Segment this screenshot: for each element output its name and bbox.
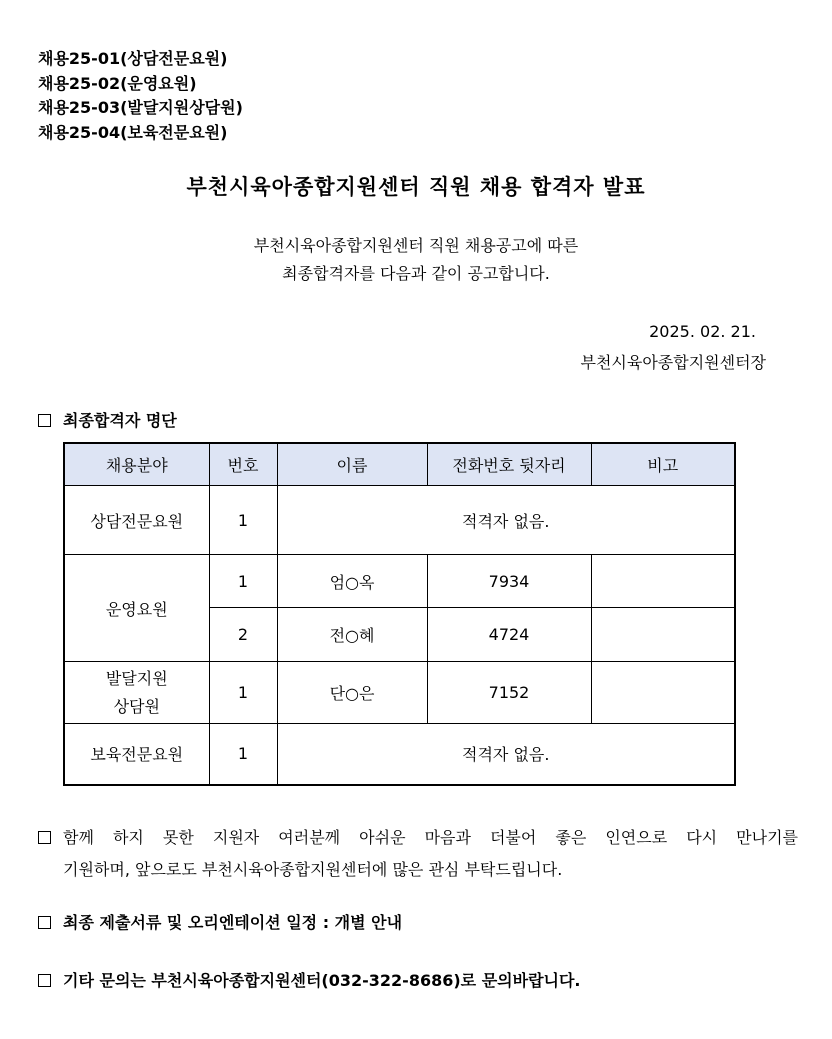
no-cell: 1 [209, 486, 277, 555]
no-cell: 1 [209, 662, 277, 724]
list-heading: 최종합격자 명단 [38, 408, 177, 431]
name-cell: 엄○옥 [277, 555, 427, 608]
header-field: 채용분야 [64, 443, 209, 486]
table-row [64, 555, 735, 608]
checkbox-square-icon [38, 831, 51, 844]
no-cell: 1 [209, 724, 277, 785]
checkbox-square-icon [38, 414, 51, 427]
table-header-row [64, 443, 735, 486]
signer: 부천시육아종합지원센터장 [580, 353, 766, 372]
announcement-date: 2025. 02. 21. [649, 322, 756, 341]
note-cell: 적격자 없음. [277, 486, 735, 555]
remark-cell [591, 662, 735, 724]
job-code-list [38, 47, 243, 145]
table-row [64, 662, 735, 724]
phone-cell: 7152 [427, 662, 591, 724]
name-cell: 전○혜 [277, 608, 427, 662]
checkbox-square-icon [38, 974, 51, 987]
no-cell: 2 [209, 608, 277, 662]
remark-cell [591, 555, 735, 608]
remark-cell [591, 608, 735, 662]
intro-line: 부천시육아종합지원센터 직원 채용공고에 따른 [253, 236, 579, 255]
field-cell: 발달지원 상담원 [64, 662, 209, 724]
note-cell: 적격자 없음. [277, 724, 735, 785]
header-phone: 전화번호 뒷자리 [427, 443, 591, 486]
checkbox-square-icon [38, 916, 51, 929]
header-remark: 비고 [591, 443, 735, 486]
phone-cell: 7934 [427, 555, 591, 608]
results-table [63, 442, 736, 786]
job-code: 채용25-01(상담전문요원) [38, 49, 228, 68]
field-cell: 상담전문요원 [64, 486, 209, 555]
intro-line: 최종합격자를 다음과 같이 공고합니다. [282, 264, 550, 283]
notice-contact: 기타 문의는 부천시육아종합지원센터(032-322-8686)로 문의바랍니다. [38, 968, 581, 991]
header-name: 이름 [277, 443, 427, 486]
table-row [64, 724, 735, 785]
intro-text [0, 232, 832, 288]
notice-thanks: 함께 하지 못한 지원자 여러분께 아쉬운 마음과 더불어 좋은 인연으로 다시 만나기를 [38, 822, 798, 854]
name-cell: 단○은 [277, 662, 427, 724]
job-code: 채용25-02(운영요원) [38, 73, 197, 93]
no-cell: 1 [209, 555, 277, 608]
field-cell: 운영요원 [64, 555, 209, 662]
header-no: 번호 [209, 443, 277, 486]
notice-schedule: 최종 제출서류 및 오리엔테이션 일정 : 개별 안내 [38, 910, 402, 933]
job-code: 채용25-03(발달지원상담원) [38, 98, 243, 117]
job-code: 채용25-04(보육전문요원) [38, 122, 228, 142]
field-cell: 보육전문요원 [64, 724, 209, 785]
page-title: 부천시육아종합지원센터 직원 채용 합격자 발표 [186, 175, 646, 199]
phone-cell: 4724 [427, 608, 591, 662]
table-row [64, 486, 735, 555]
notice-thanks-continued: 기원하며, 앞으로도 부천시육아종합지원센터에 많은 관심 부탁드립니다. [63, 860, 563, 879]
